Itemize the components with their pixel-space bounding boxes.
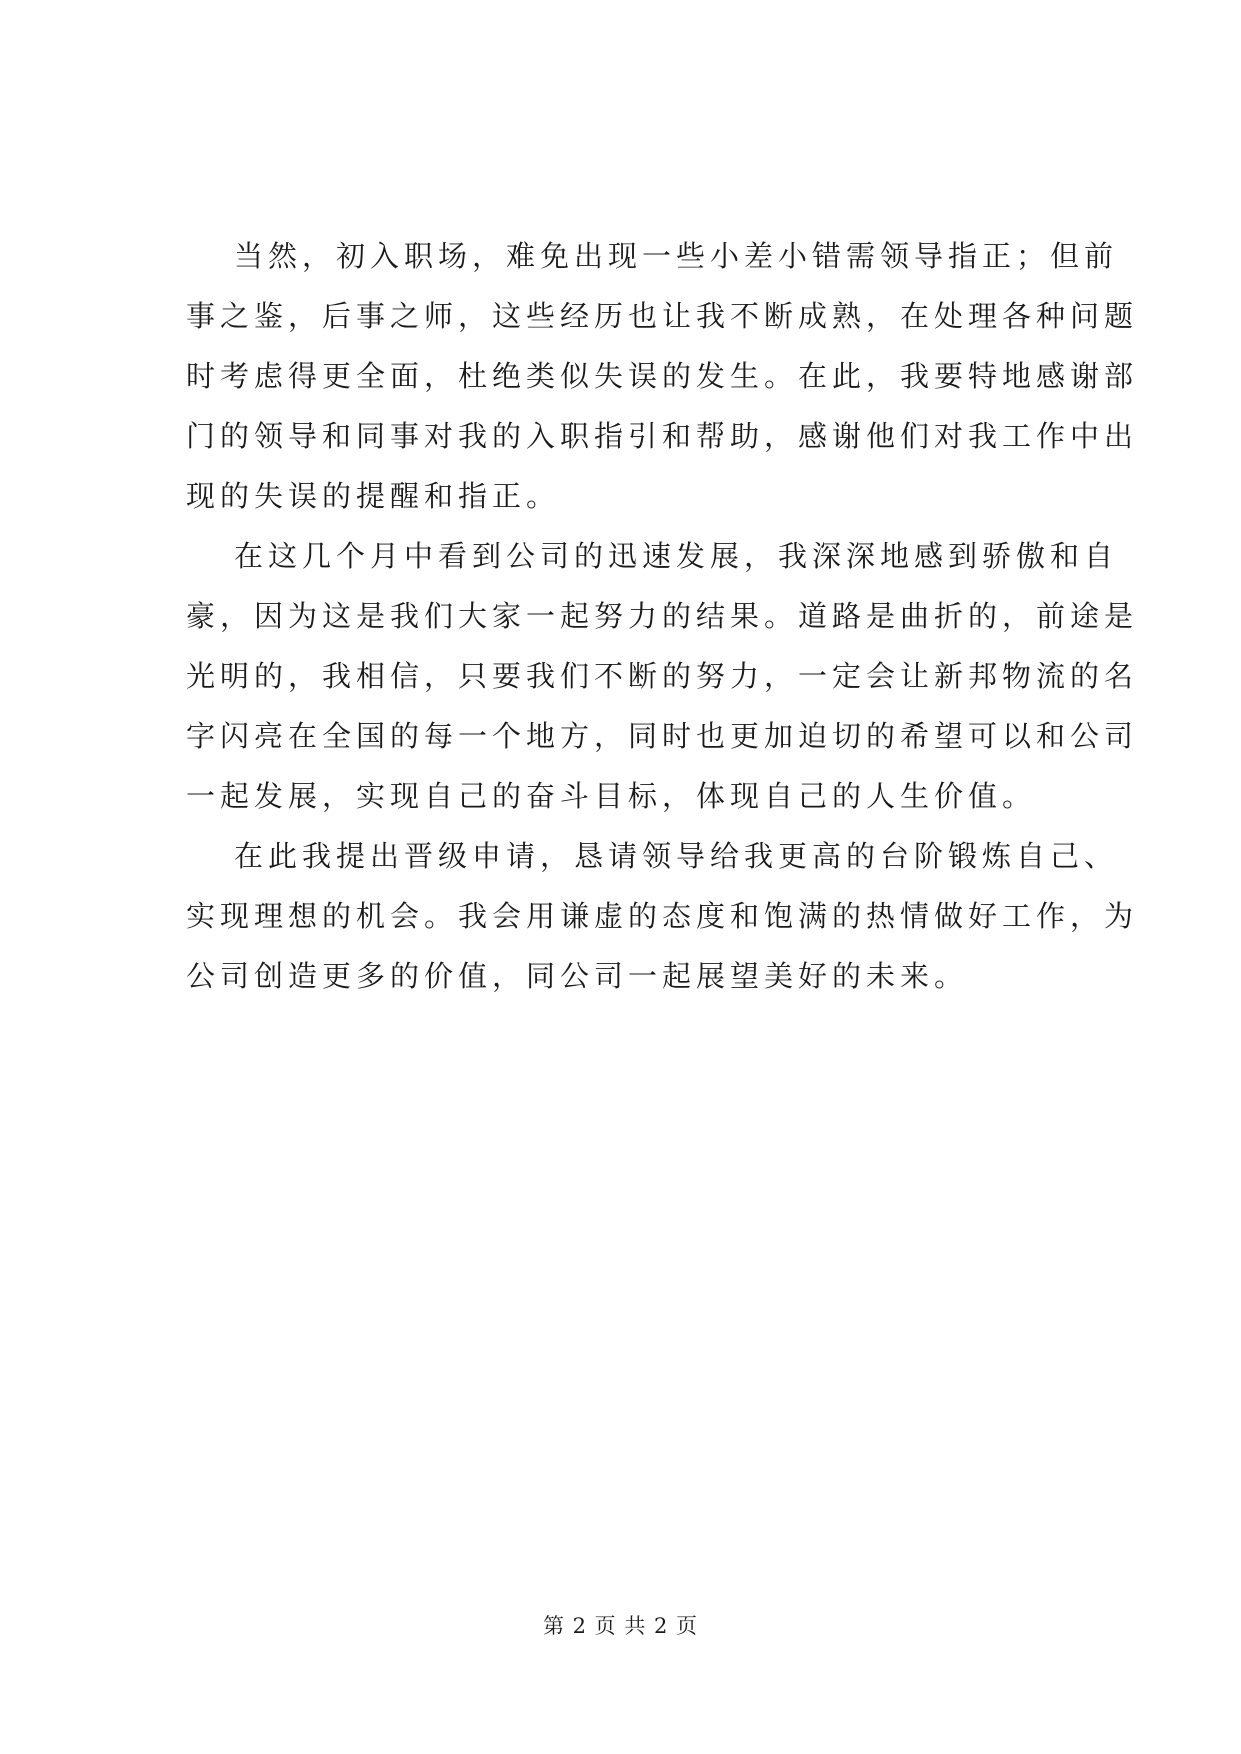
document-body [186, 226, 1139, 1006]
paragraph-line: 一起发展，实现自己的奋斗目标，体现自己的人生价值。 [186, 779, 1037, 813]
paragraph-line: 在此我提出晋级申请，恳请领导给我更高的台阶锻炼自己、 [234, 839, 1119, 873]
paragraph-line: 豪，因为这是我们大家一起努力的结果。道路是曲折的，前途是 [186, 599, 1139, 633]
paragraph-line: 事之鉴，后事之师，这些经历也让我不断成熟，在处理各种问题 [186, 299, 1139, 333]
paragraph-2 [186, 526, 1139, 826]
paragraph-3 [186, 826, 1139, 1006]
page-footer: 第 2 页 共 2 页 [542, 1614, 699, 1638]
paragraph-line: 字闪亮在全国的每一个地方，同时也更加迫切的希望可以和公司 [186, 719, 1139, 753]
paragraph-line: 在这几个月中看到公司的迅速发展，我深深地感到骄傲和自 [234, 539, 1119, 573]
paragraph-line: 当然，初入职场，难免出现一些小差小错需领导指正；但前 [234, 239, 1119, 273]
paragraph-line: 公司创造更多的价值，同公司一起展望美好的未来。 [186, 959, 969, 993]
paragraph-line: 时考虑得更全面，杜绝类似失误的发生。在此，我要特地感谢部 [186, 359, 1139, 393]
paragraph-1 [186, 226, 1139, 526]
paragraph-line: 现的失误的提醒和指正。 [186, 479, 561, 513]
paragraph-line: 光明的，我相信，只要我们不断的努力，一定会让新邦物流的名 [186, 659, 1139, 693]
paragraph-line: 门的领导和同事对我的入职指引和帮助，感谢他们对我工作中出 [186, 419, 1139, 453]
paragraph-line: 实现理想的机会。我会用谦虚的态度和饱满的热情做好工作，为 [186, 899, 1139, 933]
